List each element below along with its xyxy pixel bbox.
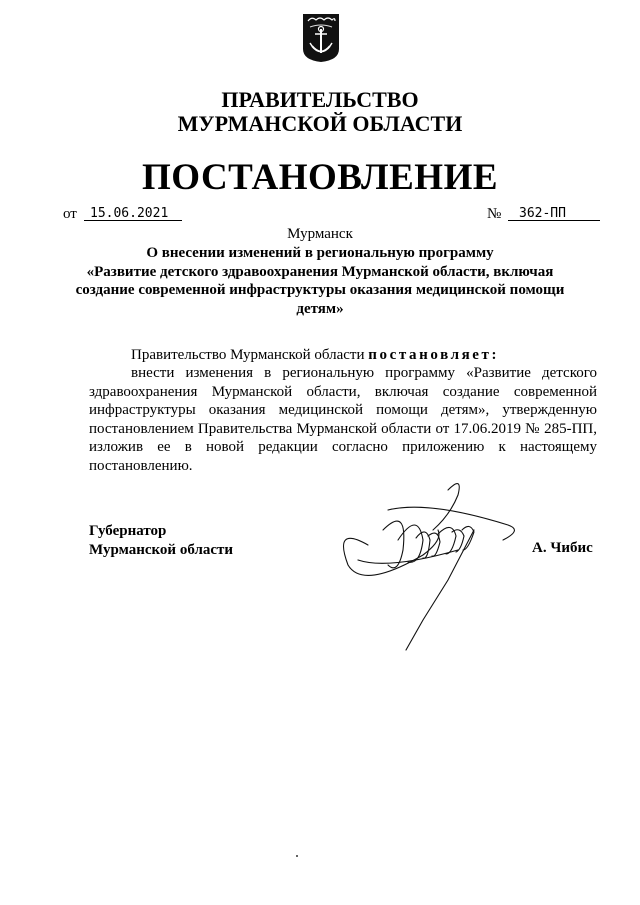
signer-position-line-1: Губернатор [89,523,167,539]
document-date: 15.06.2021 [90,206,169,221]
signer-position [89,522,233,559]
title-line-2: «Развитие детского здравоохранения Мурманской области, включая [86,263,554,280]
signer-position-line-2: Мурманской области [89,541,234,558]
organization-heading [0,88,640,136]
organization-line-2: МУРМАНСКОЙ ОБЛАСТИ [177,111,463,136]
decree-intro-text: Правительство Мурманской области [131,347,369,363]
number-underline [508,220,600,221]
date-label: от [63,206,77,222]
document-title [0,244,640,318]
title-line-3: создание современной инфраструктуры оказания медицинской помощи [75,282,565,298]
date-underline [84,220,182,221]
document-number: 362-ПП [519,206,566,221]
city: Мурманск [287,226,353,242]
number-label: № [487,206,502,222]
title-line-1: О внесении изменений в региональную программу [146,245,494,261]
organization-line-1: ПРАВИТЕЛЬСТВО [221,87,419,112]
signer-name: А. Чибис [532,540,593,556]
document-type: ПОСТАНОВЛЕНИЕ [141,157,499,198]
decree-body: внести изменения в региональную программу «Развитие детского здравоохранения Мурманской области, включая создание современной инфраструктуры оказания медицинской помощи детям», утвержденную постановлением Правительства Мурманской области от 17.06.2019 № 285-ПП, изложив ее в новой редакции согласно приложению к настоящему постановлению. [89,365,597,474]
coat-of-arms-icon [302,13,340,63]
decree-word: постановляет: [368,347,500,363]
title-line-4: детям» [296,300,344,317]
handwritten-signature [328,470,538,660]
page-mark [296,855,298,857]
decree-intro [89,346,597,365]
